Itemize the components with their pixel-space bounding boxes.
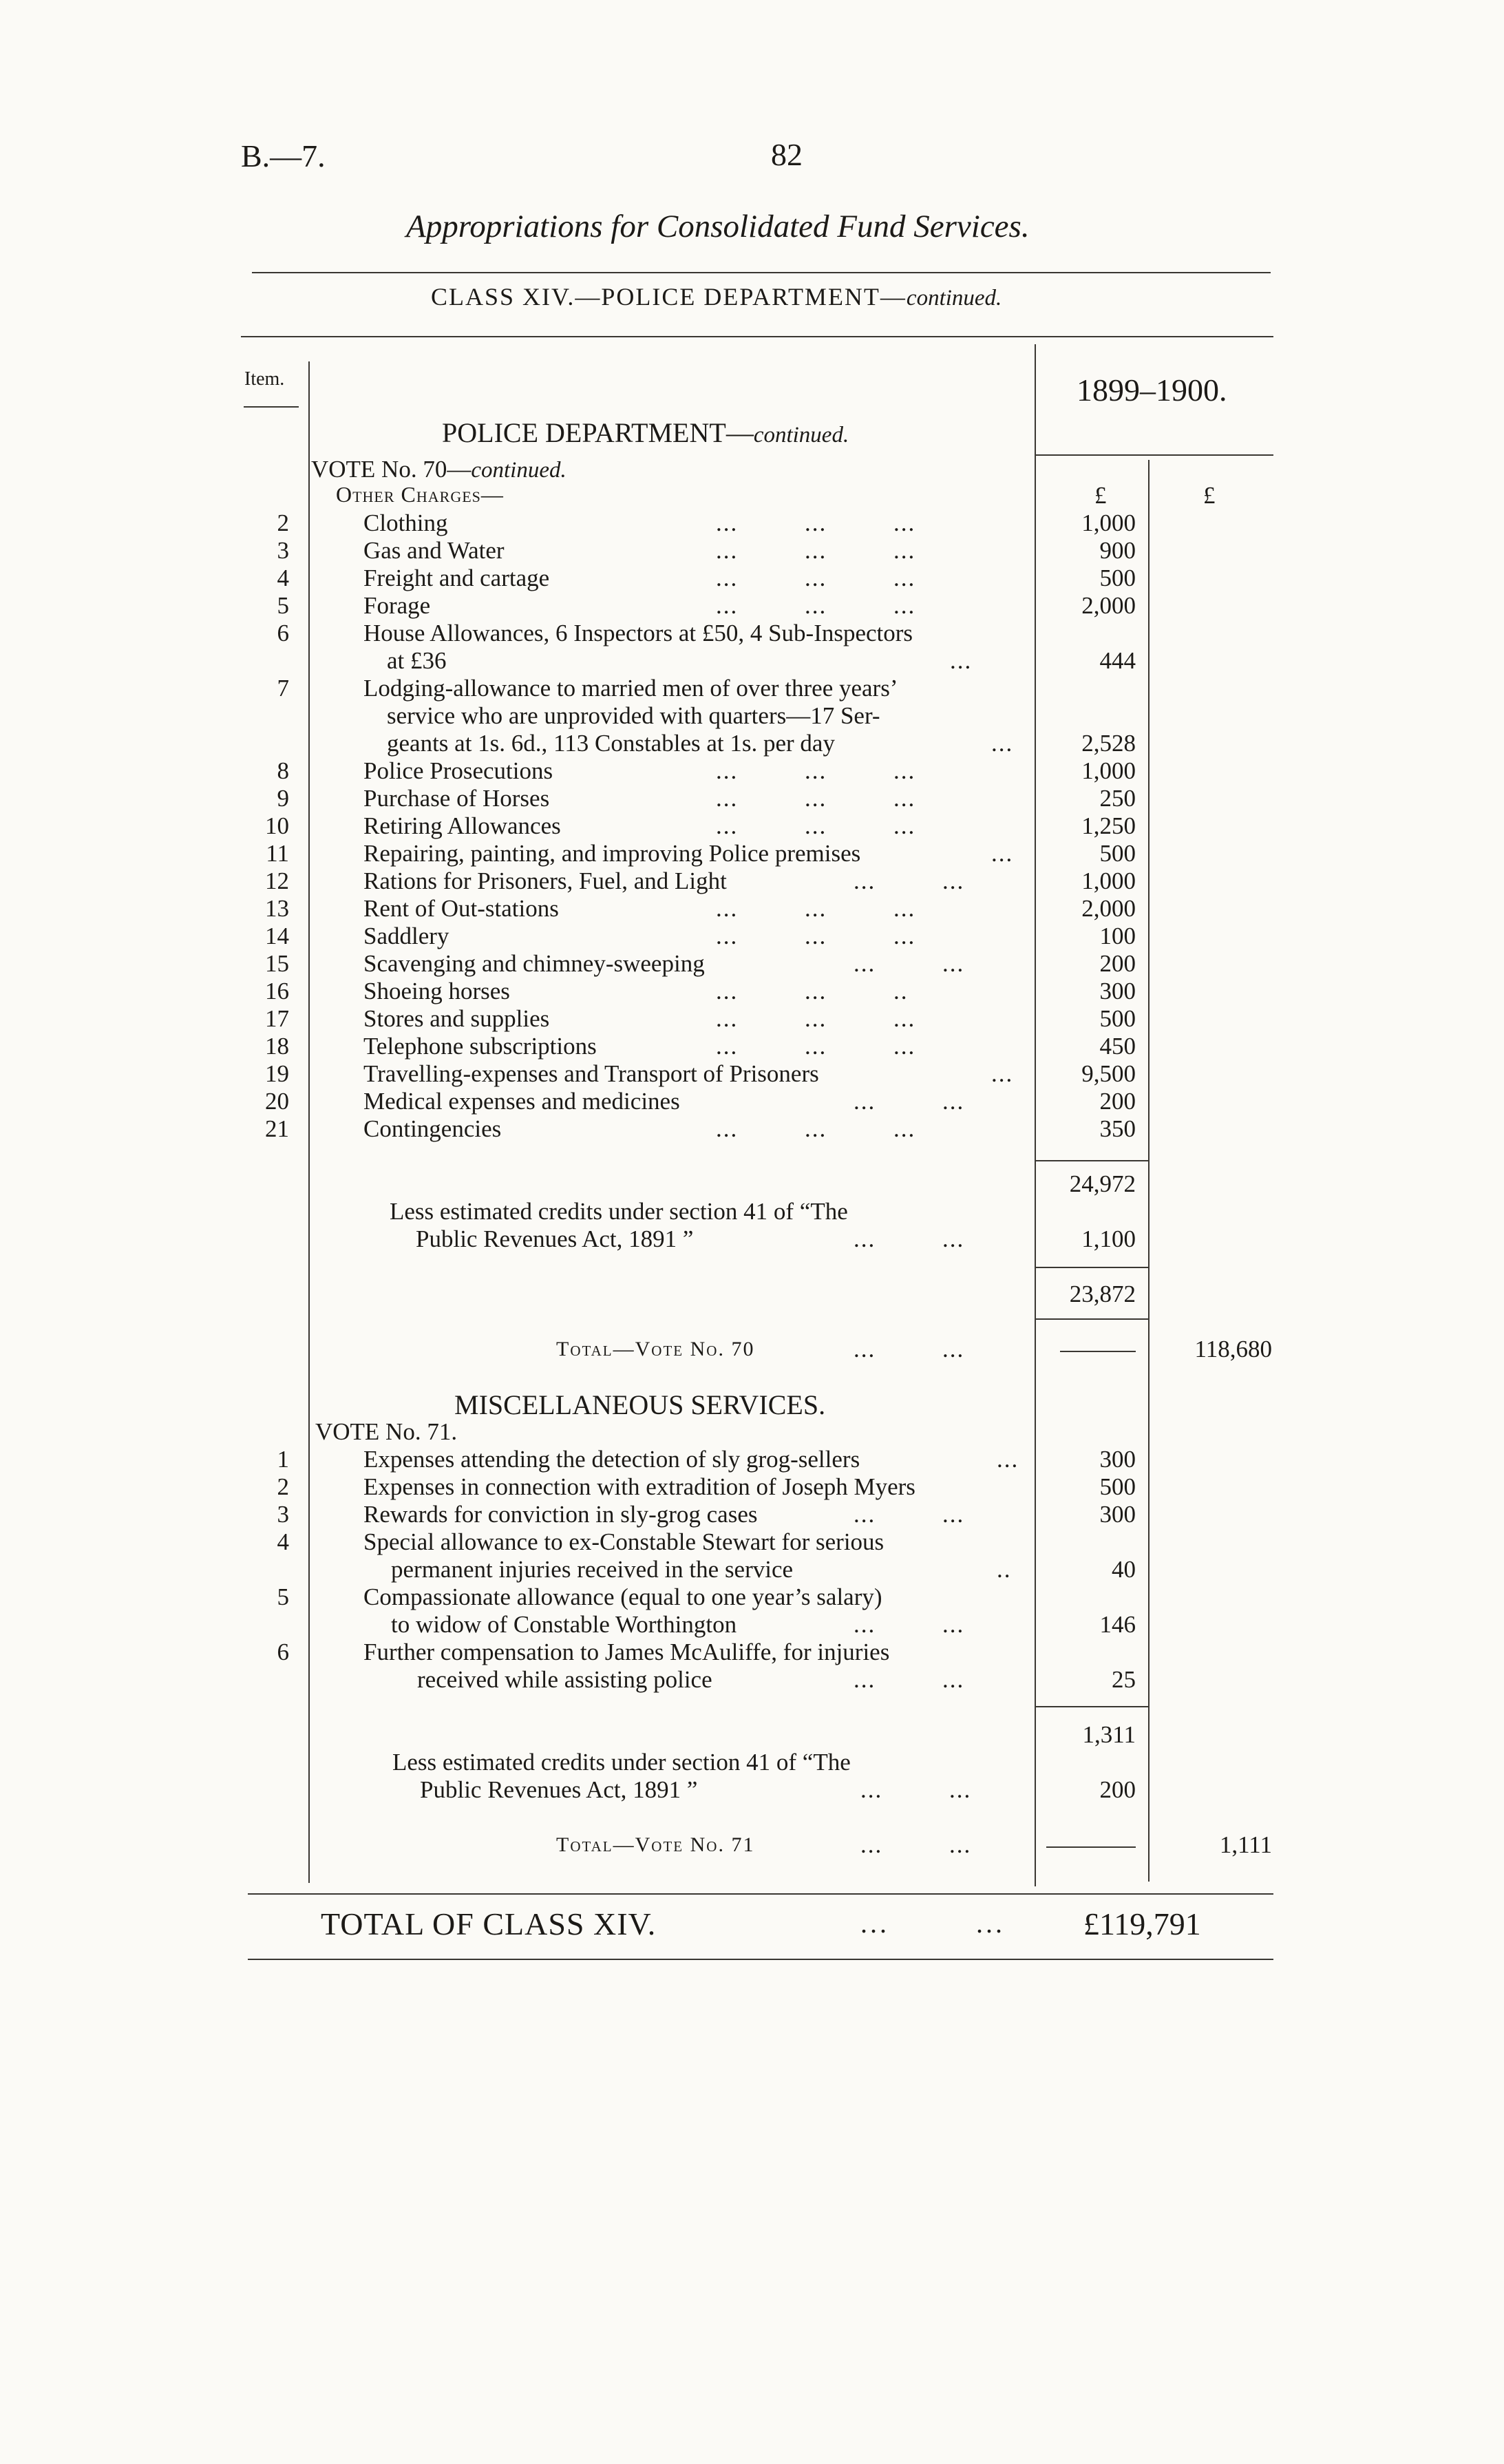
table-row [0,675,1504,702]
leader-dots: ... ... ... [716,1005,916,1032]
subtotal-rule [1035,1160,1148,1161]
item-description: Retiring Allowances [363,812,561,839]
item-number: 15 [265,950,289,977]
item-description-line3: geants at 1s. 6d., 113 Constables at 1s. per day [387,730,835,757]
vote-71-less-credits-line1: Less estimated credits under section 41 of “The [392,1749,851,1776]
item-description: Rewards for conviction in sly-grog cases [363,1501,758,1528]
table-row [0,1528,1504,1556]
leader-dots: ... ... [860,1776,972,1803]
item-column-header: Item. [244,368,285,390]
item-description: Forage [363,592,431,619]
item-description-line2: at £36 [387,647,447,674]
other-charges-subheading: Other Charges— [336,482,504,507]
table-row [0,923,1504,950]
table-row-continuation [0,702,1504,730]
item-number: 1 [277,1446,289,1473]
item-description: Compassionate allowance (equal to one year’s salary) [363,1583,882,1610]
item-amount: 1,000 [1081,757,1136,784]
vote-71-total-label: Total—Vote No. 71 [556,1833,755,1856]
item-amount: 300 [1099,978,1136,1004]
vote-70-heading: VOTE No. 70—continued. [311,456,566,483]
table-row [0,565,1504,592]
leader-dots: ... ... ... [716,509,916,536]
title-rule [252,272,1271,273]
item-number: 3 [277,1501,289,1528]
item-number: 5 [277,1583,289,1610]
table-row-continuation [0,1611,1504,1639]
leader-dots: ... ... [854,1501,965,1528]
table-row-continuation [0,730,1504,757]
table-row [0,1005,1504,1033]
item-number: 21 [265,1115,289,1142]
table-row [0,978,1504,1005]
leader-dots: ... ... ... [716,757,916,784]
leader-dots: ... [997,1446,1019,1473]
item-description: Contingencies [363,1115,502,1142]
item-number: 18 [265,1033,289,1060]
item-amount: 146 [1099,1611,1136,1638]
item-description: Special allowance to ex-Constable Stewart for serious [363,1528,885,1555]
table-row [0,785,1504,812]
document-reference: B.—7. [241,138,326,173]
item-amount: 1,250 [1081,812,1136,839]
vote-70-less-amount: 1,100 [1081,1225,1136,1252]
vote-70-less-credits-line1: Less estimated credits under section 41 of “The [390,1198,848,1225]
leader-dots: ... ... .. [716,978,909,1004]
item-amount: 444 [1099,647,1136,674]
leader-dots: ... ... [854,1225,965,1252]
table-row [0,950,1504,978]
item-description-line2: received while assisting police [417,1666,712,1693]
year-column-header: 1899–1900. [1077,372,1227,408]
leader-dots: ... ... [854,1611,965,1638]
vote-70-less-credits-line2: Public Revenues Act, 1891 ” [416,1225,694,1252]
item-number: 2 [277,509,289,536]
item-description: Travelling-expenses and Transport of Prisoners [363,1060,819,1087]
leader-dots: ... ... [854,950,965,977]
item-description-line2: to widow of Constable Worthington [391,1611,737,1638]
item-number: 11 [266,840,289,867]
item-amount: 1,000 [1081,509,1136,536]
table-row-continuation [0,1666,1504,1694]
item-amount: 300 [1099,1501,1136,1528]
table-row [0,1501,1504,1528]
leader-dots: .. [997,1556,1012,1583]
item-number: 4 [277,1528,289,1555]
table-row [0,1583,1504,1611]
vote-70-net: 23,872 [1069,1281,1136,1307]
item-description: Purchase of Horses [363,785,550,812]
vote-70-total-label: Total—Vote No. 70 [556,1338,755,1360]
net-under-rule [1035,1318,1148,1320]
grand-total-bottom-rule [248,1959,1273,1960]
item-description-line2: permanent injuries received in the service [391,1556,794,1583]
item-number: 10 [265,812,289,839]
item-amount: 25 [1112,1666,1136,1693]
item-amount: 350 [1099,1115,1136,1142]
leader-dots: ... ... ... [716,785,916,812]
leader-dots: ... ... [854,1666,965,1693]
table-row [0,592,1504,620]
item-description: House Allowances, 6 Inspectors at £50, 4 Sub-Inspectors [363,620,913,646]
page-number: 82 [771,137,803,172]
leader-dots: ... ... [854,1336,965,1362]
leader-dots: ... ... ... [716,537,916,564]
item-description: Lodging-allowance to married men of over three years’ [363,675,898,702]
leader-dots: ... ... ... [716,1115,916,1142]
item-number: 9 [277,785,289,812]
header-rule [241,336,1273,337]
item-number: 12 [265,867,289,894]
item-number: 14 [265,923,289,949]
vote-70-subtotal: 24,972 [1069,1170,1136,1197]
leader-dots: ... ... ... [716,1033,916,1060]
item-number: 4 [277,565,289,591]
item-number: 7 [277,675,289,702]
leader-dots: ... ... [860,1908,1005,1939]
leader-dots: ... ... ... [716,565,916,591]
item-description: Medical expenses and medicines [363,1088,680,1115]
table-row [0,1033,1504,1060]
item-description: Stores and supplies [363,1005,550,1032]
item-amount: 100 [1099,923,1136,949]
item-amount: 500 [1099,1005,1136,1032]
table-row [0,537,1504,565]
leader-dots: ... ... [854,867,965,894]
item-amount: 200 [1099,950,1136,977]
table-row [0,812,1504,840]
subtotal-rule [1035,1706,1148,1707]
item-description: Repairing, painting, and improving Police premises [363,840,861,867]
leader-dots: ... [991,840,1014,867]
leader-dots: ... ... ... [716,592,916,619]
item-description: Gas and Water [363,537,505,564]
vote-71-subtotal: 1,311 [1082,1721,1136,1748]
currency-symbol-col1: £ [1094,482,1107,509]
table-row [0,1060,1504,1088]
table-row [0,757,1504,785]
table-row [0,1088,1504,1115]
total-dash-rule [1046,1846,1136,1848]
vote-70-total-amount: 118,680 [1194,1336,1272,1362]
item-amount: 500 [1099,1473,1136,1500]
item-amount: 40 [1112,1556,1136,1583]
item-number: 3 [277,537,289,564]
item-amount: 9,500 [1081,1060,1136,1087]
section-heading-police: POLICE DEPARTMENT—continued. [442,417,849,448]
grand-total-top-rule [248,1893,1273,1895]
leader-dots: ... ... [860,1831,972,1858]
class-heading: CLASS XIV.—POLICE DEPARTMENT—continued. [431,283,1002,310]
vote-71-heading: VOTE No. 71. [315,1418,458,1445]
leader-dots: ... ... ... [716,895,916,922]
item-amount: 450 [1099,1033,1136,1060]
item-amount: 2,000 [1081,592,1136,619]
item-description: Rent of Out-stations [363,895,559,922]
item-description: Police Prosecutions [363,757,553,784]
vote-71-less-amount: 200 [1099,1776,1136,1803]
item-number: 6 [277,620,289,646]
section-heading-miscellaneous: MISCELLANEOUS SERVICES. [454,1389,826,1420]
item-description: Clothing [363,509,448,536]
item-description: Further compensation to James McAuliffe, for injuries [363,1639,890,1665]
item-amount: 250 [1099,785,1136,812]
leader-dots: ... [991,730,1014,757]
item-amount: 500 [1099,565,1136,591]
leader-dots: ... [950,647,973,674]
table-row [0,509,1504,537]
table-row [0,1446,1504,1473]
item-description: Expenses in connection with extradition of Joseph Myers [363,1473,915,1500]
item-amount: 500 [1099,840,1136,867]
currency-symbol-col2: £ [1203,482,1216,509]
item-description: Saddlery [363,923,449,949]
item-number: 13 [265,895,289,922]
total-dash-rule [1060,1351,1136,1352]
table-row-continuation [0,647,1504,675]
item-amount: 900 [1099,537,1136,564]
leader-dots: ... [991,1060,1014,1087]
table-row [0,620,1504,647]
item-number: 6 [277,1639,289,1665]
grand-total-amount: £119,791 [1083,1906,1201,1941]
vote-71-total-amount: 1,111 [1219,1831,1272,1858]
item-amount: 2,528 [1081,730,1136,757]
item-description: Freight and cartage [363,565,550,591]
table-row [0,1639,1504,1666]
table-row [0,895,1504,923]
grand-total-label: TOTAL OF CLASS XIV. [321,1906,657,1941]
item-amount: 300 [1099,1446,1136,1473]
item-number: 5 [277,592,289,619]
item-amount: 1,000 [1081,867,1136,894]
item-description: Scavenging and chimney-sweeping [363,950,705,977]
year-header-rule [1035,454,1273,456]
table-row [0,867,1504,895]
item-description: Telephone subscriptions [363,1033,597,1060]
page-title: Appropriations for Consolidated Fund Services. [406,209,1030,244]
net-rule [1035,1267,1148,1268]
item-description-line2: service who are unprovided with quarters—17 Ser- [387,702,880,729]
leader-dots: ... ... ... [716,923,916,949]
leader-dots: ... ... [854,1088,965,1115]
table-row-continuation [0,1556,1504,1583]
item-description: Rations for Prisoners, Fuel, and Light [363,867,727,894]
item-number: 19 [265,1060,289,1087]
item-description: Shoeing horses [363,978,510,1004]
table-row [0,1473,1504,1501]
item-header-rule [244,406,299,408]
leader-dots: ... ... ... [716,812,916,839]
item-description: Expenses attending the detection of sly grog-sellers [363,1446,860,1473]
table-row [0,1115,1504,1143]
item-number: 2 [277,1473,289,1500]
item-amount: 2,000 [1081,895,1136,922]
item-number: 17 [265,1005,289,1032]
item-amount: 200 [1099,1088,1136,1115]
item-number: 16 [265,978,289,1004]
vote-71-less-credits-line2: Public Revenues Act, 1891 ” [420,1776,698,1803]
item-number: 20 [265,1088,289,1115]
table-row [0,840,1504,867]
item-number: 8 [277,757,289,784]
